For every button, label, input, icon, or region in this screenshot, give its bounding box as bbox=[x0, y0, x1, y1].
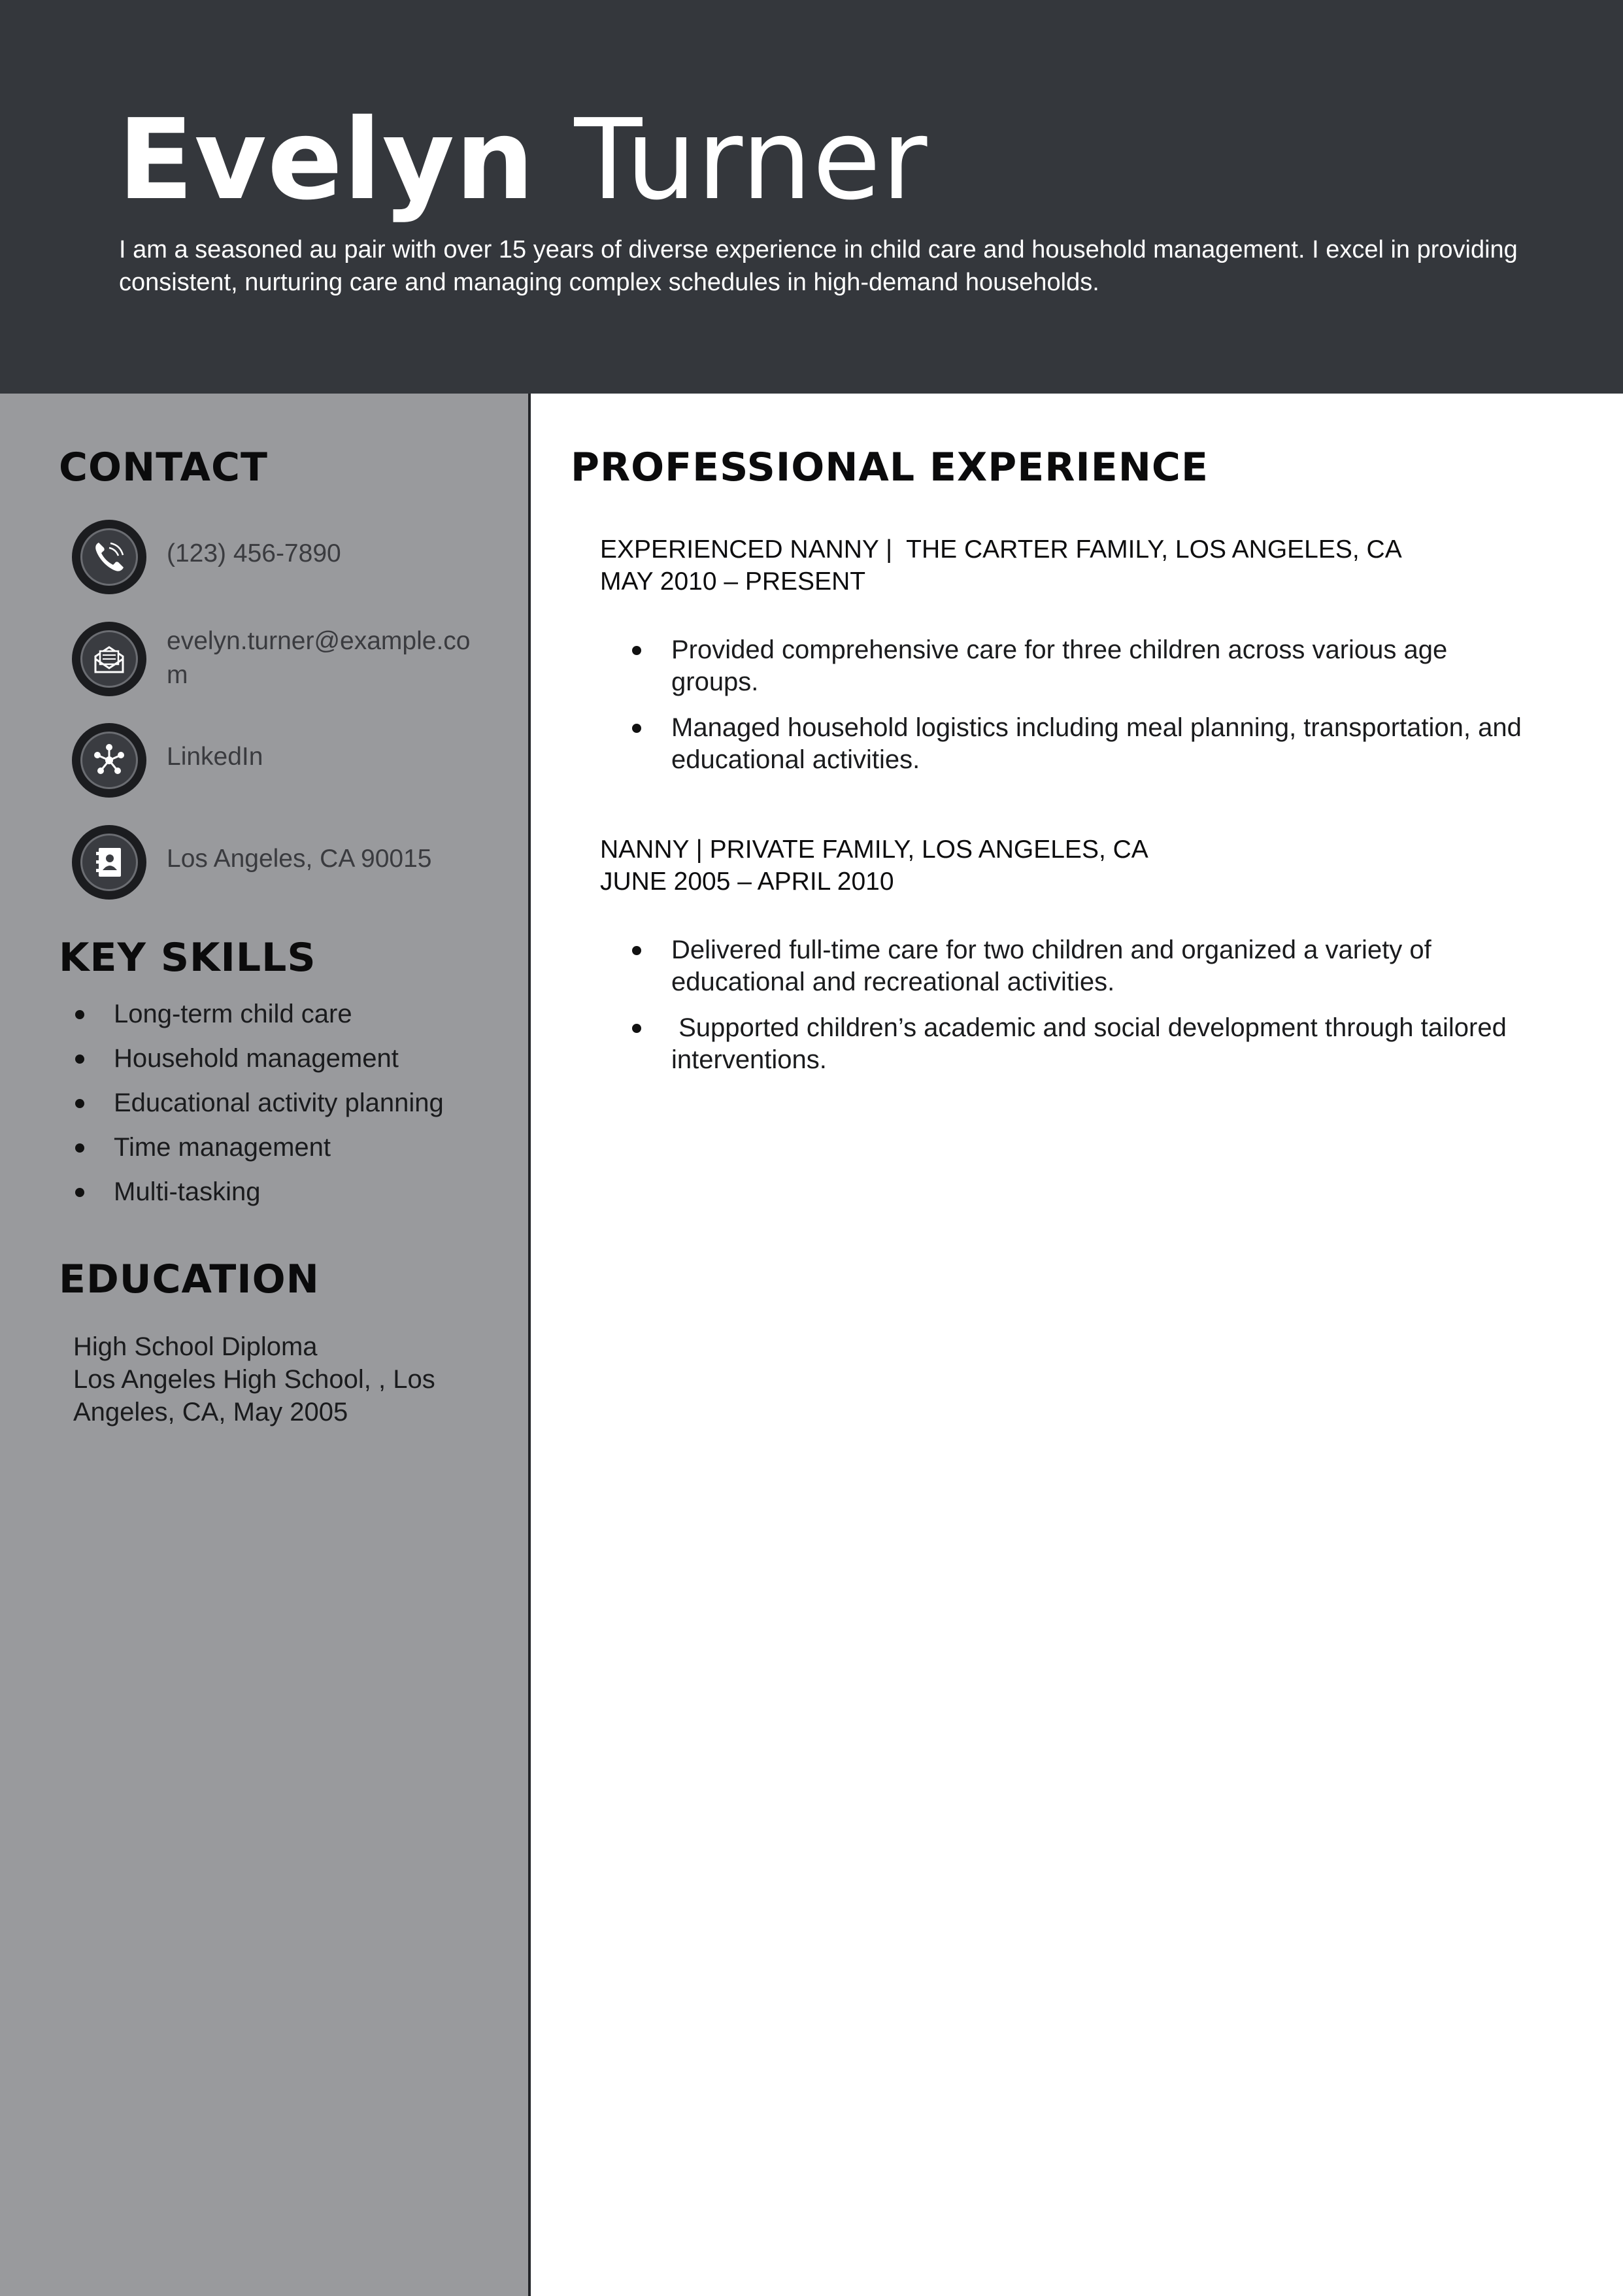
job-1-header bbox=[600, 533, 1402, 598]
skill-item: Household management bbox=[58, 1041, 444, 1086]
experience-heading: PROFESSIONAL EXPERIENCE bbox=[571, 445, 1209, 490]
address-book-icon bbox=[72, 825, 146, 900]
skill-item: Educational activity planning bbox=[58, 1086, 444, 1130]
job-1-title: EXPERIENCED NANNY | THE CARTER FAMILY, LOS ANGELES, CA bbox=[600, 535, 1402, 564]
education-entry bbox=[73, 1330, 478, 1428]
skill-item: Multi-tasking bbox=[58, 1175, 444, 1219]
job-bullet: Provided comprehensive care for three children across various age groups. bbox=[600, 634, 1528, 698]
key-skills-heading: KEY SKILLS bbox=[59, 935, 316, 981]
candidate-name bbox=[118, 82, 928, 239]
profile-summary: I am a seasoned au pair with over 15 years of diverse experience in child care and household management. I excel in providing consistent, nurturing care and managing complex schedules in high-demand households. bbox=[119, 236, 1518, 296]
skills-list bbox=[58, 997, 444, 1219]
education-heading: EDUCATION bbox=[59, 1257, 320, 1302]
address-text: Los Angeles, CA 90015 bbox=[167, 845, 432, 873]
phone-number[interactable]: (123) 456-7890 bbox=[167, 539, 341, 567]
email-icon bbox=[72, 622, 146, 696]
header-banner bbox=[0, 0, 1623, 394]
job-2-bullets bbox=[600, 934, 1528, 1076]
phone-icon bbox=[72, 520, 146, 594]
job-1-bullets bbox=[600, 634, 1528, 776]
email-address[interactable]: evelyn.turner@example.com bbox=[167, 627, 471, 689]
job-bullet: Managed household logistics including meal planning, transportation, and educational activities. bbox=[600, 712, 1528, 776]
job-1-dates: MAY 2010 – PRESENT bbox=[600, 567, 866, 596]
job-2-header bbox=[600, 834, 1148, 898]
education-degree: High School Diploma bbox=[73, 1332, 318, 1361]
first-name: Evelyn bbox=[118, 95, 535, 225]
skill-item: Time management bbox=[58, 1130, 444, 1175]
linkedin-icon bbox=[72, 723, 146, 798]
job-bullet: Supported children’s academic and social development through tailored interventions. bbox=[600, 1012, 1528, 1076]
job-2-dates: JUNE 2005 – APRIL 2010 bbox=[600, 868, 894, 896]
last-name: Turner bbox=[574, 95, 928, 225]
job-2-title: NANNY | PRIVATE FAMILY, LOS ANGELES, CA bbox=[600, 836, 1148, 864]
skill-item: Long-term child care bbox=[58, 997, 444, 1041]
job-bullet: Delivered full-time care for two children and organized a variety of educational and recreational activities. bbox=[600, 934, 1528, 998]
education-details: Los Angeles High School, , Los Angeles, CA, May 2005 bbox=[73, 1365, 435, 1427]
contact-heading: CONTACT bbox=[59, 445, 268, 490]
linkedin-link[interactable]: LinkedIn bbox=[167, 743, 263, 771]
